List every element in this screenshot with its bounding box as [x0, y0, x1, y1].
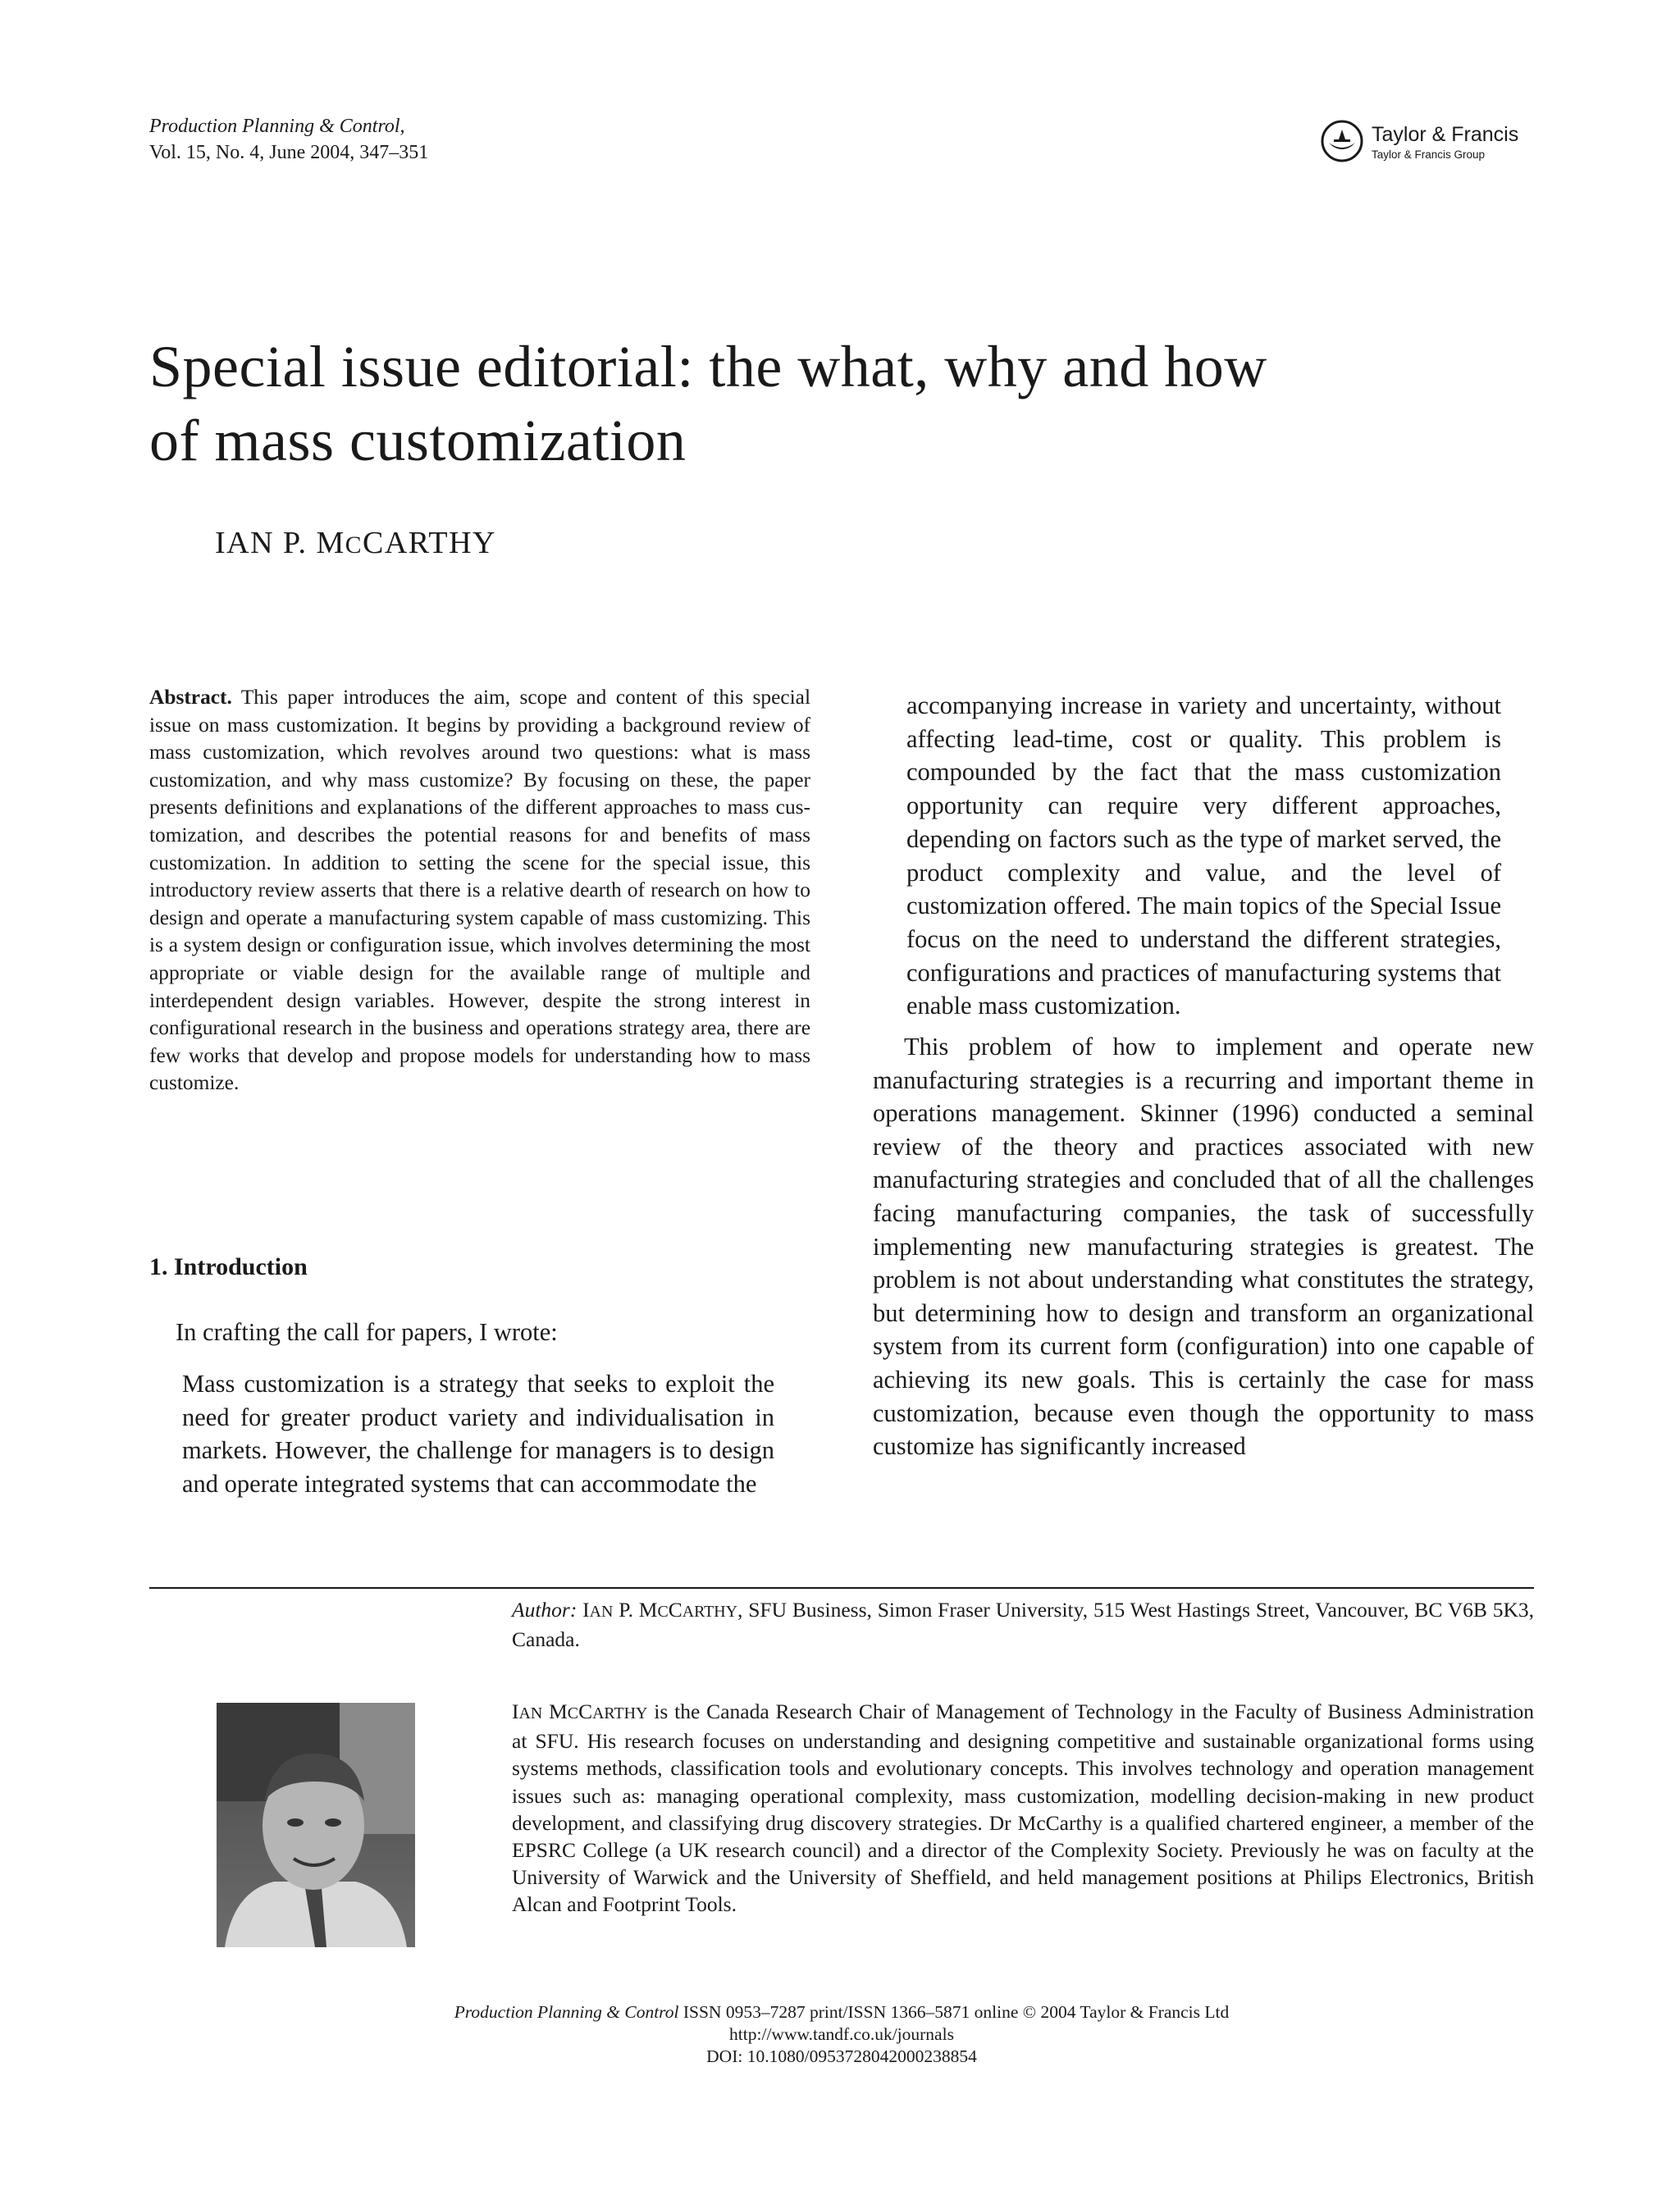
- footer-url[interactable]: http://www.tandf.co.uk/journals: [729, 2024, 954, 2044]
- author-photo: [217, 1703, 415, 1947]
- journal-citation: [149, 113, 428, 166]
- publisher-logo-icon: [1319, 118, 1541, 164]
- publisher-logo: [1319, 118, 1541, 164]
- footnote-divider: [149, 1587, 1534, 1589]
- publisher-group: Taylor & Francis Group: [1372, 148, 1486, 161]
- title-line-1: Special issue editorial: the what, why and how: [149, 334, 1267, 399]
- author-note-name-f: ARTHY: [682, 1603, 738, 1621]
- body-paragraph: This problem of how to implement and operate new manufacturing strategies is a recurring and important theme in operations management. Skinner (1996) conducted a seminal review of the theory and practices associated with new manufacturing strategies and concluded that of all the challenges facing manufacturing companies, the task of successfully implementing new manufacturing strategies is greatest. The problem is not about understanding what constitutes the strategy, but determining how to design and transform an organizational system from its current form (configuration) into one capable of achieving its new goals. This is certainly the case for mass customization, because even though the opportunity to mass customize has significantly increased: [873, 1033, 1534, 1461]
- author-note-label: Author:: [512, 1598, 578, 1622]
- author-note-name-d: C: [657, 1603, 669, 1621]
- author-biography: [512, 1698, 1534, 1919]
- footer-journal: Production Planning & Control: [454, 2002, 679, 2022]
- author-note-affiliation: , SFU Business, Simon Fraser University, 515 West Hastings Street, Vancouver, BC V6B 5K3, Canada.: [512, 1598, 1534, 1651]
- footer-issn: ISSN 0953–7287 print/ISSN 1366–5871 online © 2004 Taylor & Francis Ltd: [678, 2002, 1230, 2022]
- bio-name-d: C: [567, 1704, 579, 1722]
- author-last: CARTHY: [363, 526, 496, 560]
- footer-issn-line: [149, 2001, 1534, 2023]
- author-portrait-icon: [217, 1703, 415, 1947]
- abstract-text: This paper introduces the aim, scope and content of this special issue on mass customization. It begins by providing a background review of mass customization, which revolves around two questions: what is mass customization, and why mass customize? By focusing on these, the paper presents definitions and explanations of the different approaches to mass customization, and describes the potential reasons for and benefits of mass customization. In addition to setting the scene for the special issue, this introductory review asserts that there is a relative dearth of research on how to design and operate a manufacturing system capable of mass customizing. This is a system design or configuration issue, which involves determining the most appropriate or viable design for the available range of multiple and interdependent design variables. However, despite the strong interest in configurational research in the business and operations strategy area, there are few works that develop and propose models for understanding how to mass customize.: [149, 686, 810, 1095]
- abstract: [149, 684, 810, 1097]
- bio-text: is the Canada Research Chair of Management of Technology in the Faculty of Business Administration at SFU. His research focuses on understanding and designing competitive and sustainable organizational forms using systems methods, classification tools and evolutionary concepts. This involves technology and operation management issues such as: managing operational complexity, mass customization, modelling decision-making in new product development, and classifying drug discovery strategies. Dr McCarthy is a qualified chartered engineer, a member of the EPSRC College (a UK research council) and a director of the Complexity Society. Previously he was on faculty at the University of Warwick and the University of Sheffield, and held management positions at Philips Electronics, British Alcan and Footprint Tools.: [512, 1700, 1534, 1917]
- bio-name-a: I: [512, 1700, 519, 1723]
- bio-name-f: ARTHY: [592, 1704, 648, 1722]
- bio-name-e: C: [578, 1700, 593, 1723]
- page-footer: [149, 2001, 1534, 2068]
- title-line-2: of mass customization: [149, 408, 687, 473]
- author-affiliation-note: [512, 1596, 1534, 1653]
- author-byline: [215, 525, 496, 561]
- author-small-caps: C: [345, 532, 363, 559]
- author-note-name-e: C: [668, 1598, 682, 1622]
- author-note-name-b: AN: [589, 1603, 614, 1621]
- volume-issue-pages: Vol. 15, No. 4, June 2004, 347–351: [149, 142, 429, 163]
- article-title: [149, 330, 1544, 477]
- block-quote-part-1: Mass customization is a strategy that seeks to exploit the need for greater product variety and individualisation in markets. However, the challenge for managers is to design and operate integrated systems that can accommodate the: [182, 1370, 774, 1498]
- footer-doi: DOI: 10.1080/0953728042000238854: [706, 2046, 977, 2066]
- author-first: IAN P. M: [215, 526, 345, 560]
- bio-name-b: AN: [518, 1704, 543, 1722]
- journal-name: Production Planning & Control,: [149, 116, 405, 137]
- author-note-name-a: I: [582, 1598, 590, 1622]
- publisher-name: Taylor & Francis: [1372, 123, 1519, 146]
- abstract-label: Abstract.: [149, 686, 232, 709]
- author-note-name-c: P. M: [613, 1598, 658, 1622]
- block-quote-part-2: accompanying increase in variety and uncertainty, without affecting lead-time, cost or quality. This problem is compounded by the fact that the mass customization opportunity can require very different approaches, depending on factors such as the type of market served, the product complexity and value, and the level of customization offered. The main topics of the Special Issue focus on the need to understand the different strategies, configurations and practices of manufacturing systems that enable mass customization.: [906, 691, 1501, 1020]
- bio-name-c: M: [542, 1700, 568, 1723]
- section-heading-introduction: 1. Introduction: [149, 1253, 308, 1280]
- intro-lead-sentence: In crafting the call for papers, I wrote:: [176, 1318, 558, 1346]
